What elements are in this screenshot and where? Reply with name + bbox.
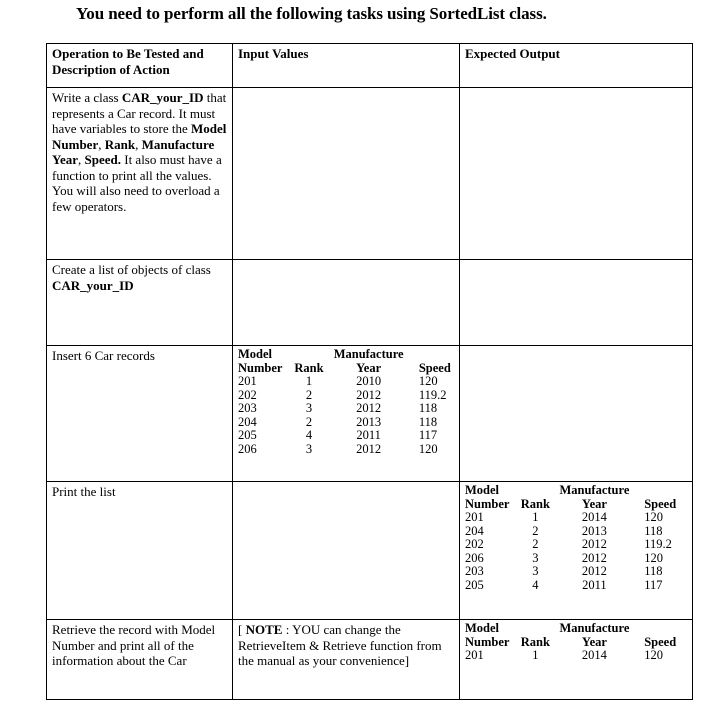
model-number-cell: 201 (465, 510, 484, 524)
table-row-print (47, 482, 693, 620)
speed-cell: 118 (418, 414, 438, 429)
model-header: Model (238, 347, 273, 361)
record-header-row (465, 484, 677, 498)
manufacture-header: Manufacture (559, 621, 630, 635)
operation-cell: Print the list (47, 482, 233, 620)
blank-header (518, 622, 553, 636)
retrieve-record-table (465, 622, 677, 663)
rank-cell: 1 (532, 510, 539, 524)
year-cell: 2012 (356, 401, 382, 415)
table-row-write-class (47, 88, 693, 260)
record-row (238, 416, 452, 430)
rank-cell: 3 (305, 441, 313, 456)
blank-header (636, 484, 677, 498)
number-header: Number (238, 360, 283, 375)
rank-cell: 2 (305, 387, 313, 402)
model-number-cell: 202 (465, 537, 484, 551)
record-row (238, 389, 452, 403)
speed-header: Speed (644, 496, 677, 511)
model-number-cell: 201 (465, 648, 484, 662)
speed-cell: 119.2 (418, 387, 447, 402)
model-number-cell: 203 (238, 401, 257, 415)
operation-cell: Create a list of objects of class CAR_your_ID (47, 260, 233, 346)
year-cell: 2013 (356, 414, 382, 429)
speed-cell: 120 (418, 374, 438, 388)
speed-cell: 119.2 (644, 537, 672, 551)
table-row-retrieve (47, 620, 693, 700)
speed-cell: 120 (644, 648, 663, 662)
model-number-cell: 206 (465, 550, 484, 565)
rank-header: Rank (520, 634, 550, 649)
year-header: Year (581, 634, 607, 649)
input-cell (233, 346, 460, 482)
year-cell: 2011 (356, 428, 381, 442)
expected-cell (460, 482, 693, 620)
model-header: Model (465, 483, 500, 497)
speed-cell: 118 (418, 401, 438, 415)
record-row (465, 552, 677, 566)
speed-header: Speed (644, 634, 677, 649)
record-row (465, 565, 677, 579)
rank-header: Rank (520, 496, 550, 511)
rank-cell: 2 (532, 537, 539, 551)
blank-header (518, 484, 553, 498)
speed-cell: 120 (418, 441, 438, 456)
expected-cell (460, 260, 693, 346)
input-cell: [ NOTE : YOU can change the RetrieveItem & Retrieve function from the manual as your convenience] (233, 620, 460, 700)
operation-cell: Insert 6 Car records (47, 346, 233, 482)
record-row (465, 649, 677, 663)
year-cell: 2012 (581, 550, 607, 565)
speed-cell: 117 (644, 577, 663, 592)
number-header: Number (465, 496, 510, 511)
expected-cell (460, 88, 693, 260)
page-heading: You need to perform all the following tasks using SortedList class. (76, 4, 547, 23)
column-header-operation: Operation to Be Tested and Description of Action (47, 44, 233, 88)
year-cell: 2014 (581, 648, 607, 662)
record-header-row (238, 348, 452, 362)
model-number-cell: 204 (465, 523, 484, 538)
model-number-cell: 203 (465, 564, 484, 578)
test-plan-table (46, 43, 693, 700)
model-number-cell: 205 (465, 577, 484, 592)
rank-cell: 3 (305, 401, 313, 415)
year-cell: 2012 (581, 537, 607, 551)
record-row (238, 429, 452, 443)
record-row (238, 375, 452, 389)
speed-cell: 118 (644, 523, 663, 538)
column-header-input: Input Values (233, 44, 460, 88)
year-header: Year (356, 360, 382, 375)
rank-header: Rank (294, 360, 324, 375)
record-header-row (465, 622, 677, 636)
speed-cell: 120 (644, 510, 663, 524)
record-row (465, 579, 677, 593)
header-row (47, 44, 693, 88)
input-cell (233, 260, 460, 346)
model-number-cell: 202 (238, 387, 257, 402)
insert-records-table (238, 348, 452, 456)
rank-cell: 2 (532, 523, 539, 538)
year-cell: 2014 (581, 510, 607, 524)
record-row (465, 525, 677, 539)
model-number-cell: 204 (238, 414, 257, 429)
rank-cell: 1 (532, 648, 539, 662)
manufacture-header: Manufacture (333, 347, 404, 361)
print-records-table (465, 484, 677, 592)
rank-cell: 4 (305, 428, 313, 442)
rank-cell: 3 (532, 550, 539, 565)
model-number-cell: 205 (238, 428, 257, 442)
input-cell (233, 482, 460, 620)
year-cell: 2011 (582, 577, 607, 592)
expected-cell (460, 620, 693, 700)
input-cell (233, 88, 460, 260)
record-row (238, 402, 452, 416)
model-number-cell: 206 (238, 441, 257, 456)
rank-cell: 1 (305, 374, 313, 388)
table-row-create-list (47, 260, 693, 346)
column-header-expected: Expected Output (460, 44, 693, 88)
record-header-row (465, 498, 677, 512)
year-cell: 2010 (356, 374, 382, 388)
record-row (465, 538, 677, 552)
year-cell: 2012 (356, 387, 382, 402)
rank-cell: 4 (532, 577, 539, 592)
speed-cell: 118 (644, 564, 663, 578)
record-row (465, 511, 677, 525)
speed-cell: 120 (644, 550, 663, 565)
blank-header (411, 348, 452, 362)
year-cell: 2012 (581, 564, 607, 578)
record-header-row (465, 636, 677, 650)
year-cell: 2012 (356, 441, 382, 456)
speed-cell: 117 (418, 428, 438, 442)
year-header: Year (581, 496, 607, 511)
manufacture-header: Manufacture (559, 483, 630, 497)
record-header-row (238, 362, 452, 376)
number-header: Number (465, 634, 510, 649)
speed-header: Speed (418, 360, 451, 375)
model-header: Model (465, 621, 500, 635)
operation-cell: Write a class CAR_your_ID that represents a Car record. It must have variables to store the Model Number, Rank, Manufacture Year, Speed. It also must have a function to print all the values. You will also need to overload a few operators. (47, 88, 233, 260)
table-row-insert (47, 346, 693, 482)
blank-header (636, 622, 677, 636)
record-row (238, 443, 452, 457)
blank-header (292, 348, 327, 362)
model-number-cell: 201 (238, 374, 257, 388)
expected-cell (460, 346, 693, 482)
rank-cell: 3 (532, 564, 539, 578)
operation-cell: Retrieve the record with Model Number and print all of the information about the Car (47, 620, 233, 700)
rank-cell: 2 (305, 414, 313, 429)
year-cell: 2013 (581, 523, 607, 538)
